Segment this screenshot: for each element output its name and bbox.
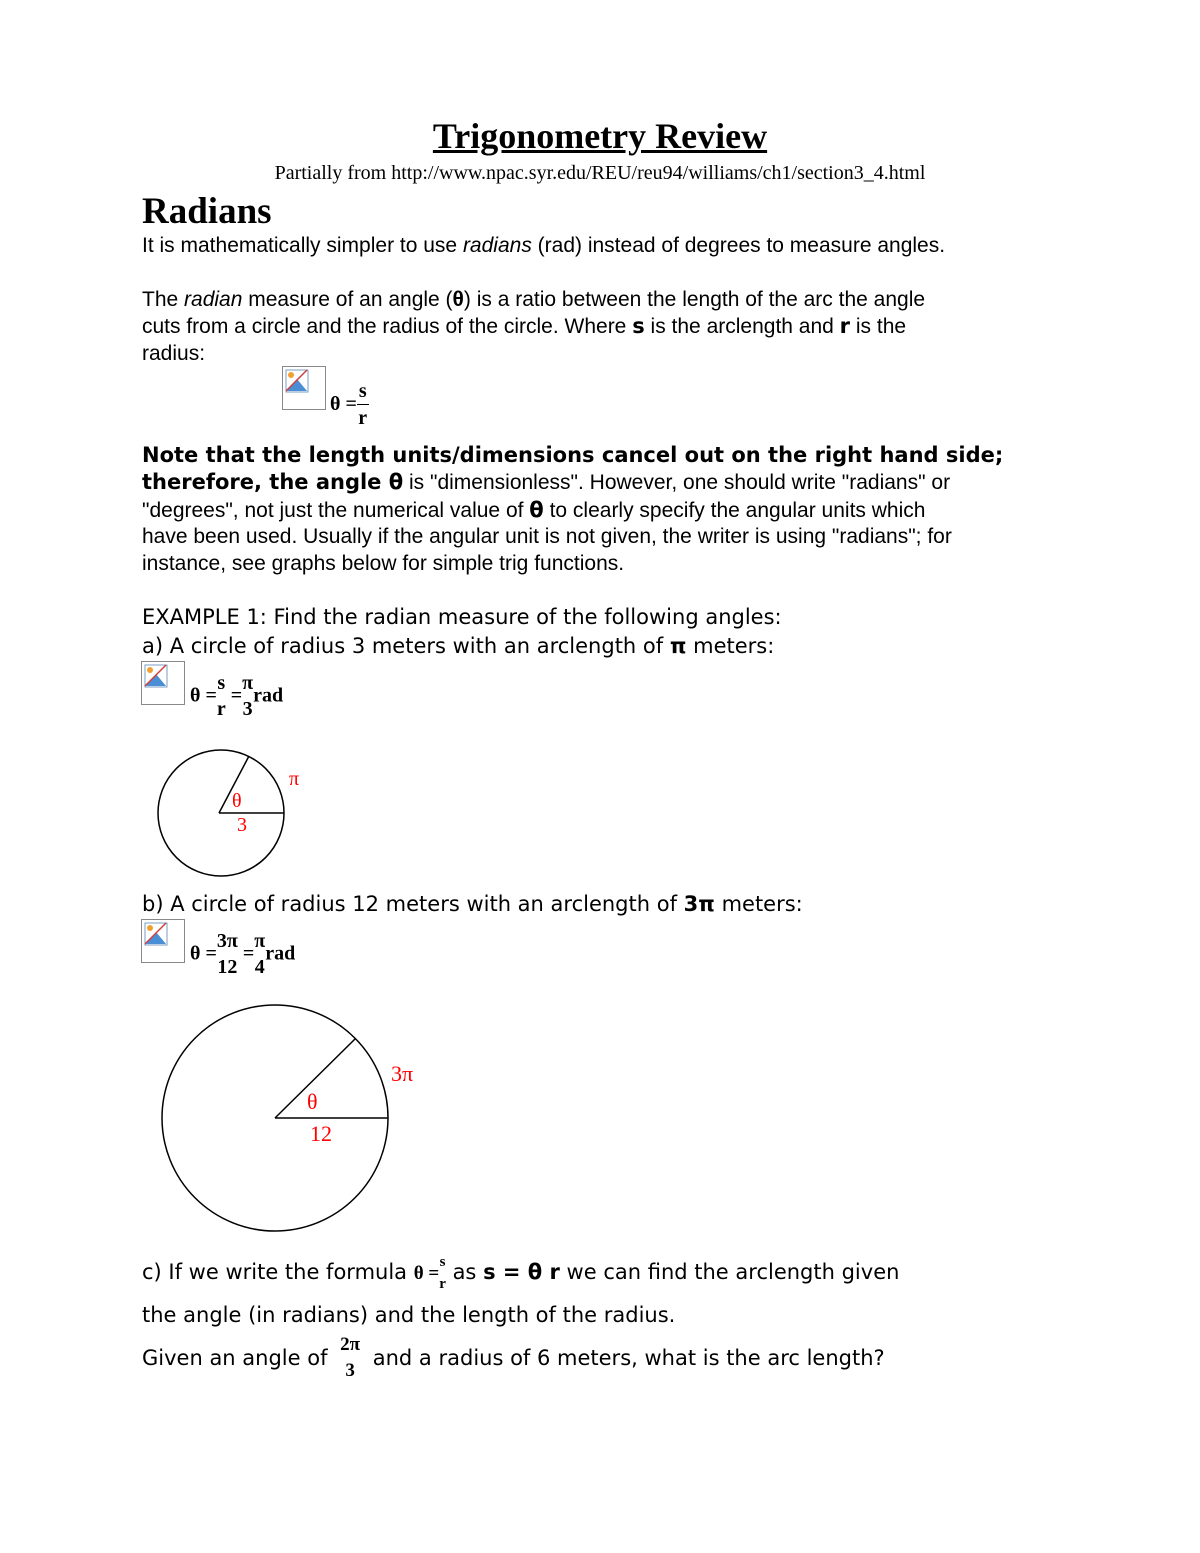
example-1b-prompt: b) A circle of radius 12 meters with an arclength of 3π meters: (142, 892, 803, 916)
section-heading-radians: Radians (142, 191, 272, 232)
example-1-heading: EXAMPLE 1: Find the radian measure of the following angles: (142, 605, 782, 629)
broken-image-icon (141, 661, 185, 705)
formula-example-1a: θ = s r = π 3 rad (190, 672, 284, 720)
note-line-4: have been used. Usually if the angular unit is not given, the writer is using "radians"; for (142, 525, 952, 548)
example-1c-line-3: Given an angle of 2π 3 and a radius of 6 meters, what is the arc length? (142, 1334, 885, 1381)
theta-label: θ (307, 1089, 318, 1114)
formula-theta-s-over-r: θ = $\frac{s}{r}$ (330, 380, 368, 429)
note-line-1: Note that the length units/dimensions cancel out on the right hand side; (142, 443, 1004, 467)
note-line-2: therefore, the angle θ is "dimensionless". However, one should write "radians" or (142, 470, 951, 494)
note-line-5: instance, see graphs below for simple trig functions. (142, 552, 625, 575)
theta-label: θ (232, 790, 242, 812)
circle-diagram-a (150, 745, 320, 880)
page-title: Trigonometry Review (432, 116, 768, 156)
formula-example-1b: θ = 3π 12 = π 4 rad (190, 930, 296, 978)
example-1a-prompt: a) A circle of radius 3 meters with an arclength of π meters: (142, 634, 775, 658)
radius-label: 12 (310, 1121, 332, 1146)
circle-diagram-b (155, 1003, 435, 1238)
arc-label: 3π (391, 1061, 414, 1086)
intro-paragraph: It is mathematically simpler to use radians (rad) instead of degrees to measure angles. (142, 234, 946, 257)
arc-label: π (289, 768, 300, 790)
broken-image-icon (282, 366, 326, 410)
radius-label: 3 (237, 814, 247, 836)
definition-line-2: cuts from a circle and the radius of the circle. Where s is the arclength and r is the (142, 314, 907, 338)
source-note: Partially from http://www.npac.syr.edu/REU/reu94/williams/ch1/section3_4.html (274, 162, 926, 184)
broken-image-icon (141, 919, 185, 963)
note-line-3: "degrees", not just the numerical value of θ to clearly specify the angular units which (142, 498, 926, 522)
definition-line-3: radius: (142, 342, 206, 365)
definition-line-1: The radian measure of an angle (θ) is a ratio between the length of the arc the angle (142, 288, 926, 311)
example-1c-line-1: c) If we write the formula θ = s r as s = θ r we can find the arclength given (142, 1254, 900, 1292)
example-1c-line-2: the angle (in radians) and the length of the radius. (142, 1303, 676, 1327)
